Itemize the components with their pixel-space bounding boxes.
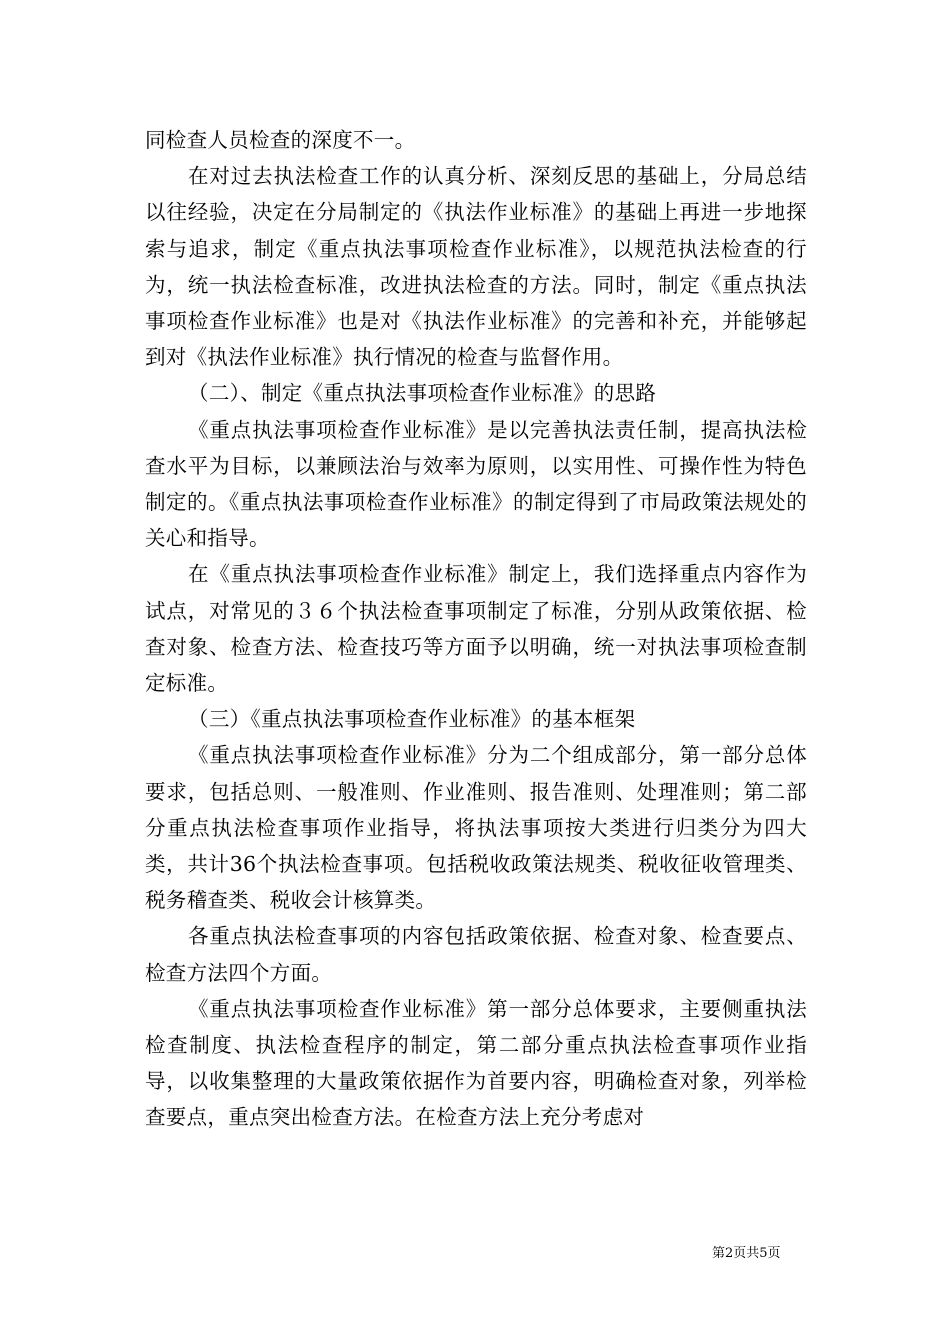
page-number-footer: 第2页共5页 — [712, 1246, 781, 1261]
section-heading-3: （三）《重点执法事项检查作业标准》的基本框架 — [188, 707, 636, 732]
paragraph-2: 在对过去执法检查工作的认真分析、深刻反思的基础上，分局总结以往经验，决定在分局制定的《执法作业标准》的基础上再进一步地探索与追求，制定《重点执法事项检查作业标准》，以规范执法检查的行为，统一执法检查标准，改进执法检查的方法。同时，制定《重点执法事项检查作业标准》也是对《执法作业标准》的完善和补充，并能够起到对《执法作业标准》执行情况的检查与监督作用。 — [145, 164, 807, 370]
paragraph-3: 《重点执法事项检查作业标准》是以完善执法责任制，提高执法检查水平为目标，以兼顾法治与效率为原则，以实用性、可操作性为特色制定的。《重点执法事项检查作业标准》的制定得到了市局政策法规处的关心和指导。 — [145, 417, 807, 551]
paragraph-4: 在《重点执法事项检查作业标准》制定上，我们选择重点内容作为试点，对常见的３６个执法检查事项制定了标准，分别从政策依据、检查对象、检查方法、检查技巧等方面予以明确，统一对执法事项检查制定标准。 — [145, 562, 807, 696]
paragraph-5: 《重点执法事项检查作业标准》分为二个组成部分，第一部分总体要求，包括总则、一般准则、作业准则、报告准则、处理准则；第二部分重点执法检查事项作业指导，将执法事项按大类进行归类分为四大类，共计36个执法检查事项。包括税收政策法规类、税收征收管理类、税务稽查类、税收会计核算类。 — [145, 743, 807, 913]
section-heading-2: （二）、制定《重点执法事项检查作业标准》的思路 — [188, 381, 657, 406]
paragraph-6: 各重点执法检查事项的内容包括政策依据、检查对象、检查要点、检查方法四个方面。 — [145, 924, 807, 985]
document-body — [145, 122, 807, 1136]
paragraph-1: 同检查人员检查的深度不一。 — [145, 128, 416, 152]
paragraph-7: 《重点执法事项检查作业标准》第一部分总体要求，主要侧重执法检查制度、执法检查程序的制定，第二部分重点执法检查事项作业指导，以收集整理的大量政策依据作为首要内容，明确检查对象，列举检查要点，重点突出检查方法。在检查方法上充分考虑对 — [145, 996, 807, 1130]
